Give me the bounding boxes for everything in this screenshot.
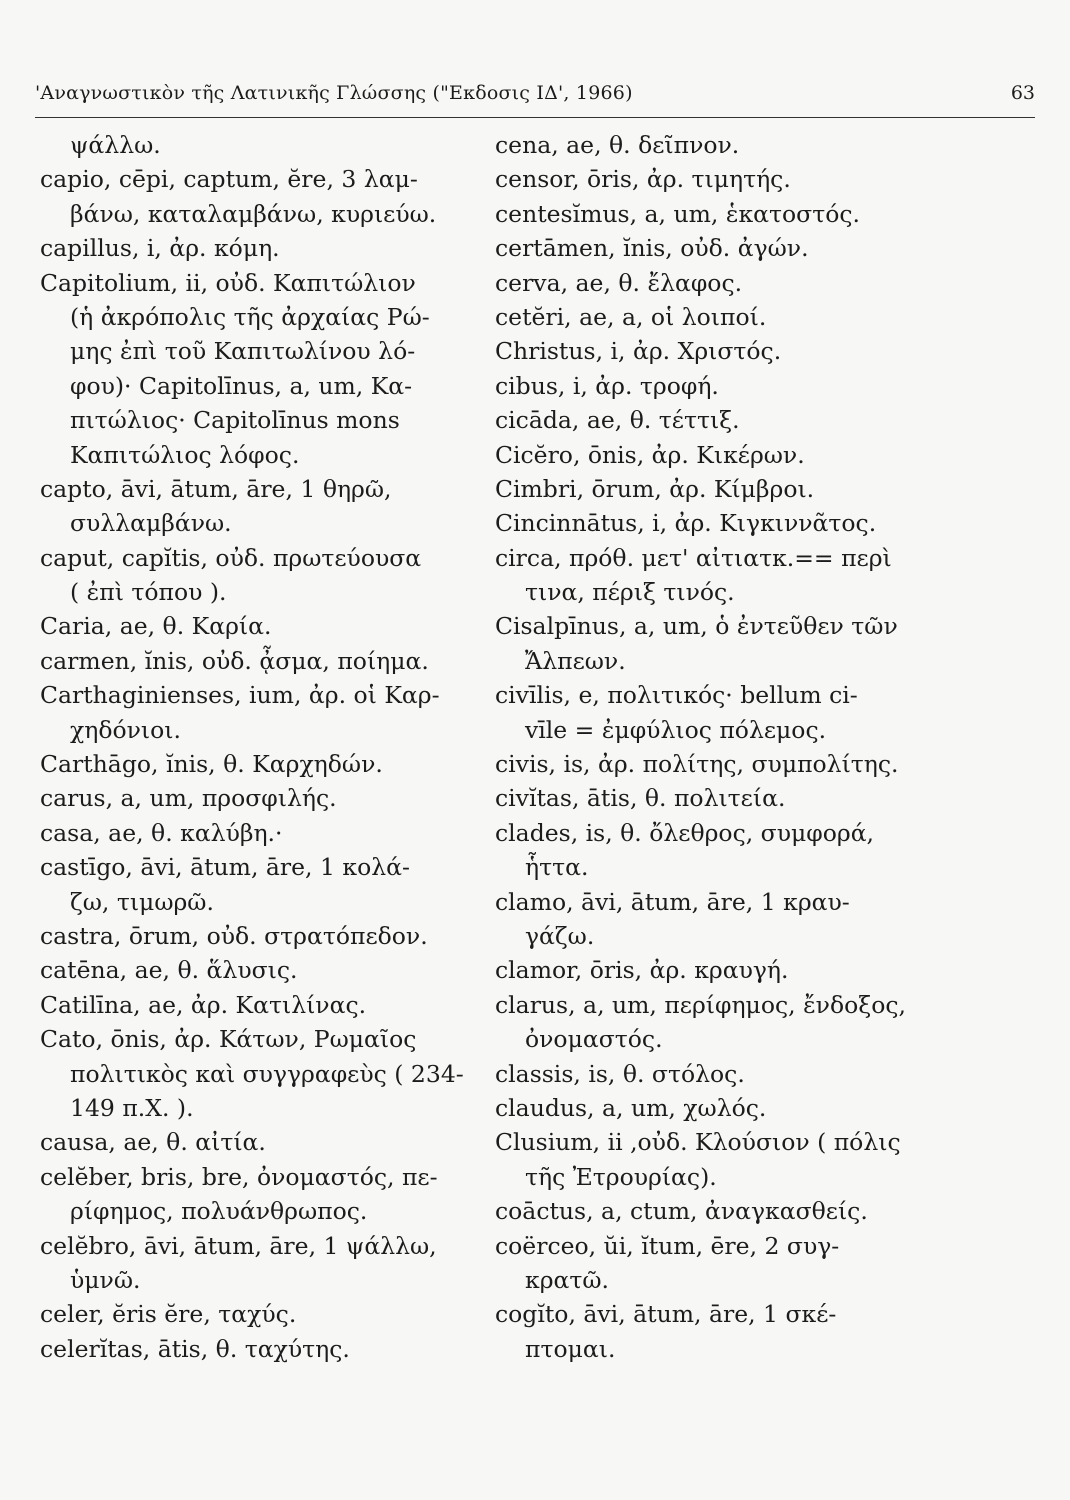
header-title: 'Αναγνωστικὸν τῆς Λατινικῆς Γλώσσης ("Εκδοσις ΙΔ', 1966)	[35, 82, 633, 104]
entry-continuation-line: πιτώλιος· Capitolīnus mons	[70, 406, 400, 435]
dictionary-entry-line: causa, ae, θ. αἰτία.	[40, 1128, 266, 1157]
dictionary-entry-line: celer, ĕris ĕre, ταχύς.	[40, 1300, 297, 1329]
dictionary-entry-line: celerĭtas, ātis, θ. ταχύτης.	[40, 1334, 350, 1363]
dictionary-entry-line: castīgo, āvi, ātum, āre, 1 κολά-	[40, 853, 410, 882]
entry-continuation-line: βάνω, καταλαμβάνω, κυριεύω.	[70, 199, 437, 228]
dictionary-entry-line: caput, capĭtis, οὐδ. πρωτεύουσα	[40, 543, 422, 572]
entry-continuation-line: ζω, τιμωρῶ.	[70, 887, 214, 916]
entry-continuation-line: συλλαμβάνω.	[70, 509, 232, 538]
entry-continuation-line: ( ἐπὶ τόπου ).	[70, 578, 227, 607]
dictionary-entry-line: Clusium, ii ,οὐδ. Κλούσιον ( πόλις	[495, 1128, 901, 1157]
entry-continuation-line: πτομαι.	[525, 1334, 616, 1363]
dictionary-entry-line: classis, is, θ. στόλος.	[495, 1059, 745, 1088]
dictionary-entry-line: Cicĕro, ōnis, ἀρ. Κικέρων.	[495, 440, 805, 469]
dictionary-entry-line: Cimbri, ōrum, ἀρ. Κίμβροι.	[495, 474, 815, 503]
entry-continuation-line: τινα, πέριξ τινός.	[525, 578, 735, 607]
dictionary-entry-line: civīlis, e, πολιτικός· bellum ci-	[495, 681, 858, 710]
dictionary-entry-line: centesĭmus, a, um, ἑκατοστός.	[495, 199, 860, 228]
dictionary-entry-line: carus, a, um, προσφιλής.	[40, 784, 337, 813]
dictionary-entry-line: Capitolium, ii, οὐδ. Καπιτώλιον	[40, 268, 416, 297]
dictionary-entry-line: capto, āvi, ātum, āre, 1 θηρῶ,	[40, 474, 392, 503]
page-number: 63	[1010, 82, 1035, 104]
entry-continuation-line: Ἄλπεων.	[525, 646, 626, 675]
dictionary-entry-line: Cato, ōnis, ἀρ. Κάτων, Ρωμαῖος	[40, 1025, 417, 1054]
dictionary-entry-line: clades, is, θ. ὄλεθρος, συμφορά,	[495, 818, 875, 847]
dictionary-entry-line: cetĕri, ae, a, οἱ λοιποί.	[495, 302, 767, 331]
dictionary-entry-line: civĭtas, ātis, θ. πολιτεία.	[495, 784, 786, 813]
entry-continuation-line: (ἡ ἀκρόπολις τῆς ἀρχαίας Ρώ-	[70, 302, 430, 331]
dictionary-entry-line: certāmen, ĭnis, οὐδ. ἀγών.	[495, 234, 809, 263]
dictionary-entry-line: cogĭto, āvi, ātum, āre, 1 σκέ-	[495, 1300, 837, 1329]
dictionary-entry-line: cerva, ae, θ. ἔλαφος.	[495, 268, 743, 297]
dictionary-entry-line: Catilīna, ae, ἀρ. Κατιλίνας.	[40, 990, 367, 1019]
dictionary-entry-line: celĕbro, āvi, ātum, āre, 1 ψάλλω,	[40, 1231, 437, 1260]
running-header	[35, 82, 1035, 118]
dictionary-entry-line: Carthāgo, ĭnis, θ. Καρχηδών.	[40, 750, 383, 779]
dictionary-entry-line: Cisalpīnus, a, um, ὁ ἐντεῦθεν τῶν	[495, 612, 898, 641]
dictionary-entry-line: celĕber, bris, bre, ὀνομαστός, πε-	[40, 1162, 438, 1191]
entry-continuation-line: τῆς Ἐτρουρίας).	[525, 1162, 717, 1191]
dictionary-entry-line: catēna, ae, θ. ἅλυσις.	[40, 956, 298, 985]
entry-continuation-line: πολιτικὸς καὶ συγγραφεὺς ( 234-	[70, 1059, 464, 1088]
entry-continuation-line: κρατῶ.	[525, 1265, 610, 1294]
entry-continuation-line: ἧττα.	[525, 853, 589, 882]
dictionary-entry-line: circa, πρόθ. μετ' αἰτιατκ.== περὶ	[495, 543, 892, 572]
dictionary-entry-line: censor, ōris, ἀρ. τιμητής.	[495, 165, 791, 194]
dictionary-entry-line: cibus, i, ἀρ. τροφή.	[495, 371, 719, 400]
entry-continuation-line: γάζω.	[525, 921, 595, 950]
entry-continuation-line: ρίφημος, πολυάνθρωπος.	[70, 1197, 368, 1226]
dictionary-entry-line: clamo, āvi, ātum, āre, 1 κραυ-	[495, 887, 850, 916]
entry-continuation-line: φου)· Capitolīnus, a, um, Κα-	[70, 371, 413, 400]
dictionary-entry-line: coāctus, a, ctum, ἀναγκασθείς.	[495, 1197, 868, 1226]
dictionary-entry-line: castra, ōrum, οὐδ. στρατόπεδον.	[40, 921, 428, 950]
entry-continuation-line: μης ἐπὶ τοῦ Καπιτωλίνου λό-	[70, 337, 416, 366]
dictionary-entry-line: cena, ae, θ. δεῖπνον.	[495, 131, 740, 159]
dictionary-entry-line: capio, cēpi, captum, ĕre, 3 λαμ-	[40, 165, 418, 194]
entry-continuation-line: χηδόνιοι.	[70, 715, 181, 744]
entry-continuation-line: vīle = ἐμφύλιος πόλεμος.	[525, 715, 827, 744]
dictionary-entry-line: Caria, ae, θ. Καρία.	[40, 612, 272, 641]
dictionary-entry-line: clarus, a, um, περίφημος, ἔνδοξος,	[495, 990, 906, 1019]
entry-continuation-line: ψάλλω.	[70, 131, 161, 159]
dictionary-entry-line: clamor, ōris, ἀρ. κραυγή.	[495, 956, 789, 985]
dictionary-entry-line: carmen, ĭnis, οὐδ. ᾆσμα, ποίημα.	[40, 646, 429, 675]
header-rule	[35, 117, 1035, 118]
dictionary-entry-line: casa, ae, θ. καλύβη.·	[40, 818, 283, 847]
entry-continuation-line: Καπιτώλιος λόφος.	[70, 440, 300, 469]
left-column	[40, 128, 470, 1366]
dictionary-entry-line: capillus, i, ἀρ. κόμη.	[40, 234, 280, 263]
entry-continuation-line: 149 π.Χ. ).	[70, 1093, 194, 1122]
entry-continuation-line: ὀνομαστός.	[525, 1025, 663, 1054]
dictionary-entry-line: Cincinnātus, i, ἀρ. Κιγκιννᾶτος.	[495, 509, 877, 538]
entry-continuation-line: ὑμνῶ.	[70, 1265, 141, 1294]
dictionary-entry-line: civis, is, ἀρ. πολίτης, συμπολίτης.	[495, 750, 899, 779]
dictionary-entry-line: claudus, a, um, χωλός.	[495, 1093, 767, 1122]
dictionary-entry-line: Christus, i, ἀρ. Χριστός.	[495, 337, 782, 366]
right-column	[495, 128, 920, 1366]
dictionary-entry-line: coërceo, ŭi, ĭtum, ēre, 2 συγ-	[495, 1231, 840, 1260]
dictionary-entry-line: Carthaginienses, ium, ἀρ. οἱ Καρ-	[40, 681, 440, 710]
dictionary-entry-line: cicāda, ae, θ. τέττιξ.	[495, 406, 740, 435]
